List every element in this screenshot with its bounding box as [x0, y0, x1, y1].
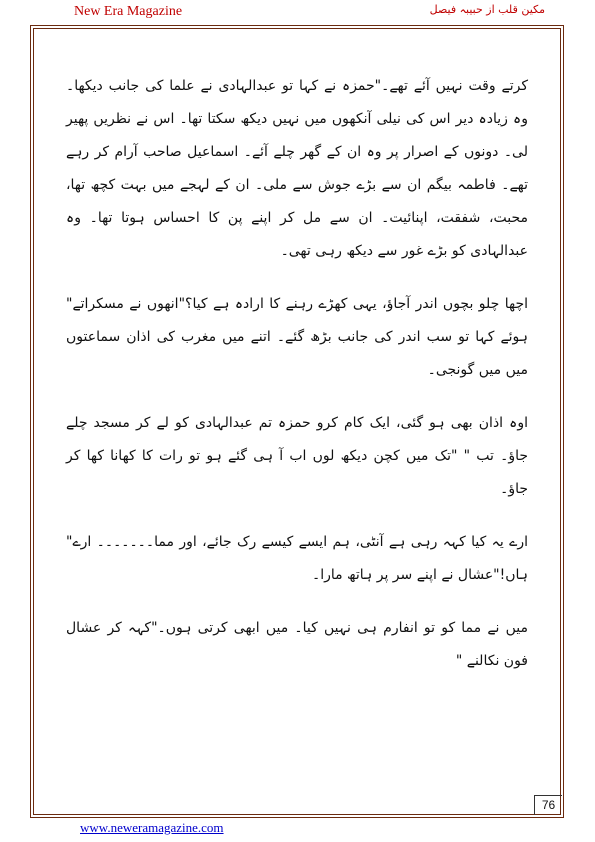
paragraph: اوہ اذان بھی ہو گئی، ایک کام کرو حمزہ تم عبدالہادی کو لے کر مسجد چلے جاؤ۔ تب " "تک میں کچن دیکھ لوں اب آ ہی گئے ہو تو رات کا کھانا کھا کر جاؤ۔ [66, 415, 528, 497]
paragraph: ارے یہ کیا کہہ رہی ہے آنٹی، ہم ایسے کیسے رک جائے، اور مما۔۔۔۔۔۔۔ ارے" ہاں!"عشال نے اپنے سر پر ہاتھ مارا۔ [66, 534, 528, 583]
story-title: مکین قلب از حبیبہ فیصل [429, 3, 545, 16]
paragraph: اچھا چلو بچوں اندر آجاؤ، یہی کھڑے رہنے کا ارادہ ہے کیا؟"انھوں نے مسکراتے" ہوئے کہا تو سب اندر کی جانب بڑھ گئے۔ اتنے میں مغرب کی اذان سماعتوں میں میں گونجی۔ [66, 296, 528, 378]
magazine-name: New Era Magazine [74, 4, 183, 19]
page-number: 76 [534, 795, 562, 815]
paragraph: کرتے وقت نہیں آئے تھے۔"حمزہ نے کہا تو عبدالہادی نے علما کی جانب دیکھا۔ وہ زیادہ دیر اس کی نیلی آنکھوں میں نہیں دیکھ سکتا تھا۔ اس نے نظریں پھیر لی۔ دونوں کے اصرار پر وہ ان کے گھر چلے آئے۔ اسماعیل صاحب آرام کر رہے تھے۔ فاطمہ بیگم ان سے بڑے جوش سے ملی۔ ان کے لہجے میں بہت کچھ تھا، محبت، شفقت، اپنائیت۔ ان سے مل کر اپنے پن کا احساس ہوتا تھا۔ وہ عبدالہادی کو بڑے غور سے دیکھ رہی تھی۔ [66, 78, 528, 259]
paragraph: میں نے مما کو تو انفارم ہی نہیں کیا۔ میں ابھی کرتی ہوں۔"کہہ کر عشال فون نکالنے " [66, 620, 528, 669]
article-body [66, 70, 528, 678]
website-link[interactable]: www.neweramagazine.com [80, 820, 224, 835]
